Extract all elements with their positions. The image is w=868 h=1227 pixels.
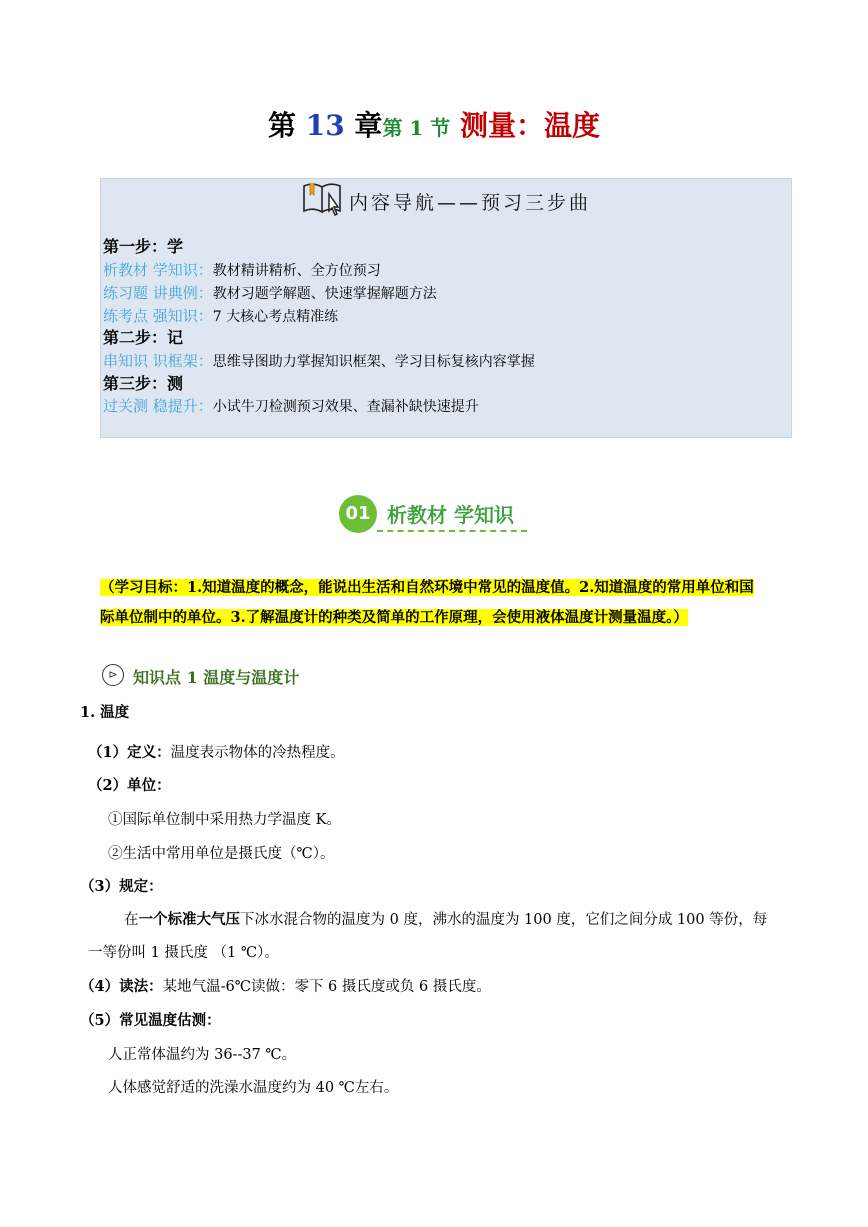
reading-line [80, 977, 491, 997]
nav-item [103, 282, 437, 305]
section-title: 析教材 学知识 [387, 503, 514, 527]
rule-label: （3）规定： [80, 878, 163, 895]
rule-text [124, 910, 767, 930]
section-underline [377, 530, 527, 532]
rule-text-part: 下冰水混合物的温度为 0 度，沸水的温度为 100 度，它们之间分成 100 等份，每 [240, 912, 768, 928]
title-chapter-prefix: 第 [267, 109, 306, 142]
nav-item [103, 395, 479, 418]
learning-goals-line: （学习目标：1.知道温度的概念，能说出生活和自然环境中常见的温度值。2.知道温度的常用单位和国 [100, 579, 754, 596]
nav-step-3: 第三步：测 [103, 374, 184, 393]
title-topic: 测量：温度 [450, 109, 601, 142]
section-number-badge: 01 [339, 495, 377, 533]
nav-item-label: 串知识 识框架： [103, 352, 213, 370]
definition-label: （1）定义： [88, 744, 171, 761]
nav-item-desc: 思维导图助力掌握知识框架、学习目标复核内容掌握 [212, 354, 535, 370]
nav-item-desc: 教材习题学解题、快速掌握解题方法 [212, 286, 437, 302]
definition-line [88, 743, 345, 763]
definition-text: 温度表示物体的冷热程度。 [170, 745, 345, 761]
rule-text-continued: 一等份叫 1 摄氏度 （1 ℃）。 [88, 945, 279, 961]
rule-text-part: 在 [124, 912, 139, 928]
nav-step-2: 第二步：记 [103, 328, 184, 347]
nav-step-1: 第一步：学 [103, 237, 184, 256]
topic-heading: 1. 温度 [80, 704, 130, 721]
nav-item [103, 305, 338, 328]
nav-heading-row [101, 181, 791, 221]
nav-item [103, 259, 381, 282]
unit-item: ②生活中常用单位是摄氏度（℃）。 [108, 846, 335, 862]
nav-item-label: 析教材 学知识： [103, 261, 213, 279]
nav-item [103, 350, 535, 373]
estimate-item: 人正常体温约为 36--37 ℃。 [108, 1047, 297, 1063]
learning-goals-line: 际单位制中的单位。3.了解温度计的种类及简单的工作原理，会使用液体温度计测量温度。） [100, 609, 688, 626]
nav-item-desc: 教材精讲精析、全方位预习 [212, 263, 381, 279]
book-cursor-icon [301, 180, 345, 222]
title-chapter-suffix: 章 [344, 109, 383, 142]
rule-emphasis: 一个标准大气压 [138, 911, 240, 928]
unit-item: ①国际单位制中采用热力学温度 K。 [108, 812, 341, 828]
nav-item-label: 练考点 强知识： [103, 307, 213, 325]
title-section: 第 1 节 [382, 116, 451, 140]
nav-heading: 内容导航——预习三步曲 [348, 191, 591, 214]
unit-label: （2）单位： [88, 777, 171, 794]
knowledge-point-title: 知识点 1 温度与温度计 [133, 668, 300, 687]
title-chapter-number: 13 [305, 109, 345, 142]
play-arrow-icon: ⊳ [102, 664, 124, 686]
page-title [0, 104, 868, 144]
estimate-label: （5）常见温度估测： [80, 1012, 221, 1029]
content-navigation-box [100, 178, 792, 438]
nav-item-label: 练习题 讲典例： [103, 284, 213, 302]
nav-item-label: 过关测 稳提升： [103, 397, 213, 415]
reading-label: （4）读法： [80, 978, 163, 995]
nav-item-desc: 7 大核心考点精准练 [212, 309, 339, 325]
reading-text: 某地气温-6℃读做：零下 6 摄氏度或负 6 摄氏度。 [162, 979, 491, 995]
estimate-item: 人体感觉舒适的洗澡水温度约为 40 ℃左右。 [108, 1080, 399, 1096]
nav-item-desc: 小试牛刀检测预习效果、查漏补缺快速提升 [212, 399, 479, 415]
learning-goals [100, 573, 790, 633]
